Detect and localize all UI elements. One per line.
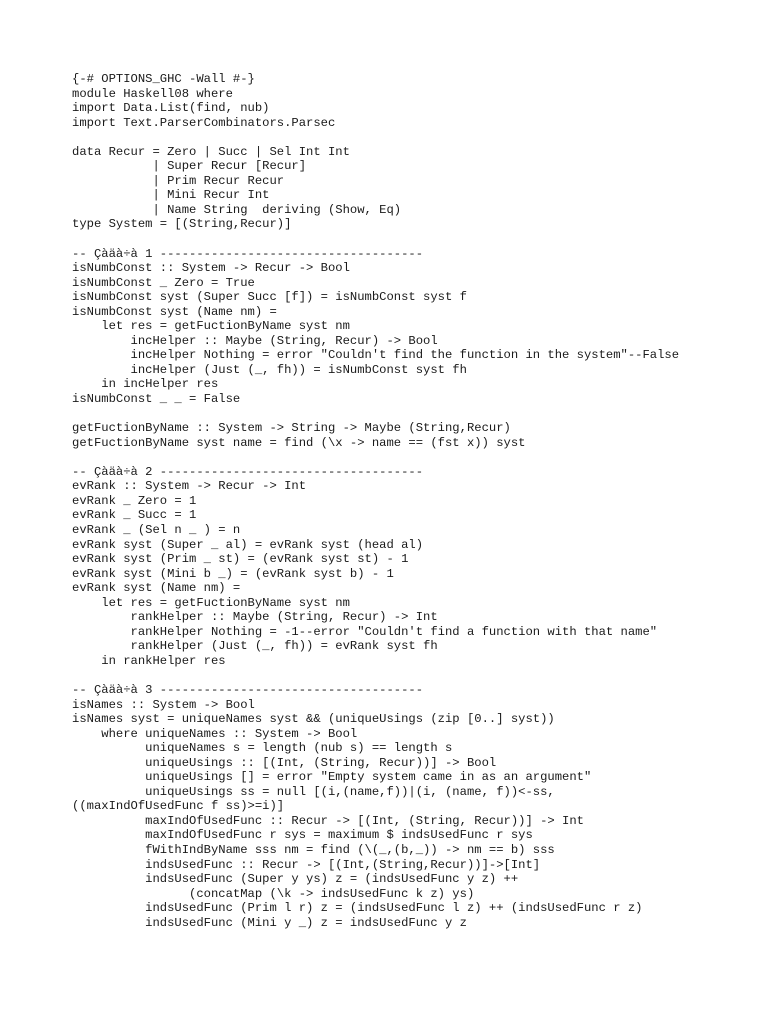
code-line: indsUsedFunc (Super y ys) z = (indsUsedFunc y z) ++	[72, 872, 519, 887]
code-line: maxIndOfUsedFunc r sys = maximum $ indsUsedFunc r sys	[72, 828, 533, 843]
code-line: {-# OPTIONS_GHC -Wall #-}	[72, 72, 255, 86]
code-line: isNumbConst :: System -> Recur -> Bool	[72, 261, 350, 276]
code-line: isNames syst = uniqueNames syst && (uniqueUsings (zip [0..] syst))	[72, 712, 555, 727]
code-line: | Super Recur [Recur]	[72, 159, 307, 174]
code-line: maxIndOfUsedFunc :: Recur -> [(Int, (String, Recur))] -> Int	[72, 813, 584, 828]
code-line: incHelper Nothing = error "Couldn't find the function in the system"--False	[72, 348, 680, 363]
code-page	[72, 72, 752, 930]
code-line: evRank _ Succ = 1	[72, 508, 197, 523]
code-line: | Mini Recur Int	[72, 188, 270, 203]
code-line: module Haskell08 where	[72, 86, 233, 101]
code-line: rankHelper Nothing = -1--error "Couldn't find a function with that name"	[72, 624, 658, 639]
code-line: where uniqueNames :: System -> Bool	[72, 726, 358, 741]
code-line: evRank _ Zero = 1	[72, 493, 197, 508]
code-line: (concatMap (\k -> indsUsedFunc k z) ys)	[72, 886, 475, 901]
code-line	[72, 450, 752, 465]
code-line: let res = getFuctionByName syst nm	[72, 319, 350, 334]
code-line: let res = getFuctionByName syst nm	[72, 595, 350, 610]
code-line: evRank _ (Sel n _ ) = n	[72, 522, 241, 537]
code-line: in rankHelper res	[72, 653, 226, 668]
code-line: evRank syst (Super _ al) = evRank syst (head al)	[72, 537, 424, 552]
code-line: rankHelper :: Maybe (String, Recur) -> Int	[72, 610, 438, 625]
code-line: rankHelper (Just (_, fh)) = evRank syst fh	[72, 639, 438, 654]
code-line: in incHelper res	[72, 377, 219, 392]
code-line: incHelper :: Maybe (String, Recur) -> Bool	[72, 333, 438, 348]
code-line	[72, 232, 752, 247]
code-line: import Text.ParserCombinators.Parsec	[72, 115, 336, 130]
code-line: uniqueNames s = length (nub s) == length s	[72, 741, 453, 756]
code-line: -- Çàäà÷à 3 ------------------------------------	[72, 682, 424, 697]
code-line: indsUsedFunc (Mini y _) z = indsUsedFunc y z	[72, 915, 467, 930]
code-line: import Data.List(find, nub)	[72, 101, 270, 116]
code-line: | Name String deriving (Show, Eq)	[72, 202, 402, 217]
code-line: isNumbConst _ _ = False	[72, 392, 241, 407]
code-line: uniqueUsings :: [(Int, (String, Recur))] -> Bool	[72, 755, 497, 770]
code-line: isNumbConst syst (Super Succ [f]) = isNumbConst syst f	[72, 290, 467, 305]
code-line: isNumbConst syst (Name nm) =	[72, 304, 277, 319]
code-line: incHelper (Just (_, fh)) = isNumbConst syst fh	[72, 362, 467, 377]
code-line: isNumbConst _ Zero = True	[72, 275, 255, 290]
code-line: evRank syst (Prim _ st) = (evRank syst st) - 1	[72, 552, 409, 567]
code-line: isNames :: System -> Bool	[72, 697, 255, 712]
code-line	[72, 130, 752, 145]
code-line	[72, 668, 752, 683]
code-line: -- Çàäà÷à 2 ------------------------------------	[72, 464, 424, 479]
code-line	[72, 407, 752, 422]
code-line: uniqueUsings ss = null [(i,(name,f))|(i, (name, f))<-ss,	[72, 784, 555, 799]
code-line: evRank :: System -> Recur -> Int	[72, 479, 307, 494]
code-line: ((maxIndOfUsedFunc f ss)>=i)]	[72, 799, 285, 814]
code-line: indsUsedFunc :: Recur -> [(Int,(String,Recur))]->[Int]	[72, 857, 541, 872]
code-line: getFuctionByName :: System -> String -> Maybe (String,Recur)	[72, 421, 511, 436]
code-line: -- Çàäà÷à 1 ------------------------------------	[72, 246, 424, 261]
code-line: | Prim Recur Recur	[72, 173, 285, 188]
code-line: type System = [(String,Recur)]	[72, 217, 292, 232]
code-line: evRank syst (Name nm) =	[72, 581, 241, 596]
code-line: evRank syst (Mini b _) = (evRank syst b) - 1	[72, 566, 394, 581]
code-line: fWithIndByName sss nm = find (\(_,(b,_)) -> nm == b) sss	[72, 842, 555, 857]
code-line: indsUsedFunc (Prim l r) z = (indsUsedFunc l z) ++ (indsUsedFunc r z)	[72, 901, 643, 916]
code-line: uniqueUsings [] = error "Empty system came in as an argument"	[72, 770, 592, 785]
code-line: getFuctionByName syst name = find (\x -> name == (fst x)) syst	[72, 435, 526, 450]
code-line: data Recur = Zero | Succ | Sel Int Int	[72, 144, 350, 159]
